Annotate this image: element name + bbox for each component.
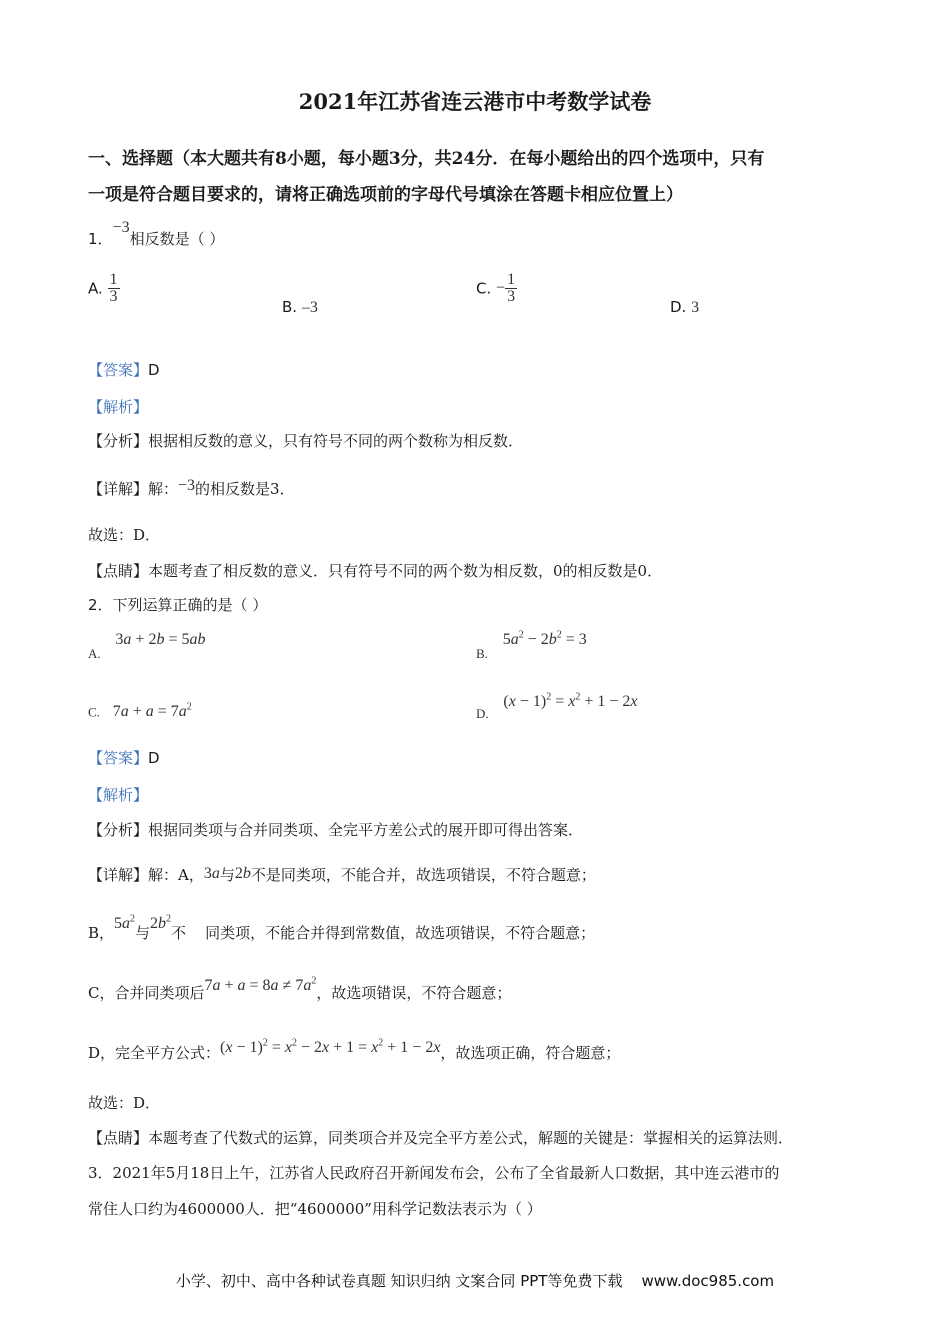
q2-analysis-tag: 【解析】 (88, 786, 149, 804)
q2-fenxi: 【分析】根据同类项与合并同类项、全完平方差公式的展开即可得出答案． (88, 821, 584, 839)
q2-xiangjie-b-suffix: 不 同类项，不能合并得到常数值，故选项错误，不符合题意； (171, 924, 596, 942)
q1-option-a (88, 272, 120, 305)
q1-option-c-label: C. (476, 279, 492, 298)
q2-xiangjie-b-mid: 与 (135, 924, 151, 942)
q2-guxuan: 故选：D． (88, 1094, 161, 1112)
q2-option-b-label: B. (476, 646, 488, 662)
question-3-line-1: 3．2021年5月18日上午，江苏省人民政府召开新闻发布会，公布了全省最新人口数据，其中连云港市的 (88, 1164, 780, 1182)
q2-dianjing: 【点睛】本题考查了代数式的运算，同类项合并及完全平方差公式，解题的关键是：掌握相关的运算法则． (88, 1129, 794, 1147)
q1-option-c-denominator: 3 (507, 288, 516, 305)
q1-fenxi: 【分析】根据相反数的意义，只有符号不同的两个数称为相反数． (88, 432, 524, 450)
q1-xiangjie-prefix: 【详解】解： (88, 480, 179, 498)
q1-option-b-value: –3 (301, 299, 318, 316)
q2-answer-value: D (148, 749, 160, 767)
q2-xiangjie-d-suffix: ，故选项正确，符合题意； (440, 1044, 621, 1062)
q1-answer-value: D (148, 361, 160, 379)
q2-option-b-expression: $5a^2 - 2b^2 = 3$ (502, 630, 587, 649)
q2-xiangjie-b-prefix: B， (88, 924, 115, 942)
q2-xiangjie-c-suffix: ，故选项错误，不符合题意； (316, 984, 512, 1002)
q2-answer (88, 747, 160, 768)
question-2 (88, 594, 267, 615)
q1-xiangjie-suffix: 的相反数是3． (195, 480, 295, 498)
page-title: 2021年江苏省连云港市中考数学试卷 (298, 89, 652, 114)
q1-option-a-label: A. (88, 279, 103, 298)
q1-analysis-tag: 【解析】 (88, 398, 149, 416)
question-2-number: 2． (88, 596, 113, 614)
q1-option-b (282, 298, 318, 317)
q2-xiangjie-d (88, 1037, 621, 1063)
question-2-text: 下列运算正确的是（ ） (112, 596, 268, 614)
q2-option-a-label: A. (88, 646, 101, 661)
q1-guxuan: 故选：D． (88, 526, 161, 544)
q2-option-c-expression: $7a + a = 7a^2$ (112, 702, 192, 721)
q2-option-d-expression: $(x - 1)^2 = x^2 + 1 - 2x$ (503, 692, 638, 711)
q2-xiangjie-d-expression: $(x - 1)^2 = x^2 - 2x + 1 = x^2 + 1 - 2x$ (220, 1037, 441, 1056)
question-1-math: −3 (112, 219, 130, 236)
q2-xiangjie-c-expression: $7a + a = 8a \ne 7a^2$ (204, 975, 317, 994)
q2-xiangjie-c (88, 975, 512, 1003)
q1-option-c (476, 272, 517, 305)
q2-option-d (476, 692, 638, 722)
q2-answer-tag: 【答案】 (88, 749, 149, 767)
section-heading-line-1: 一、选择题（本大题共有8小题，每小题3分，共24分．在每小题给出的四个选项中，只有 (88, 149, 765, 169)
q1-option-b-label: B. (282, 298, 298, 316)
q2-xiangjie-a (88, 864, 596, 885)
q2-xiangjie-a-suffix: 不是同类项，不能合并，故选项错误，不符合题意； (250, 866, 596, 884)
q2-option-a (88, 630, 206, 661)
q2-xiangjie-b-term1: $5a^2$ (114, 913, 136, 932)
q2-option-a-expression: 3a + 2b = 5ab (115, 631, 206, 648)
question-1-number: 1． (88, 230, 113, 248)
q1-option-a-fraction (108, 272, 120, 305)
q1-xiangjie (88, 478, 295, 499)
question-3-line-2: 常住人口约为4600000人．把“4600000”用科学记数法表示为（ ） (88, 1200, 542, 1218)
q1-option-c-numerator: 1 (507, 271, 516, 288)
q2-option-c (88, 702, 192, 721)
q1-xiangjie-math: −3 (178, 477, 196, 494)
q2-xiangjie-a-mid: 与 (219, 866, 235, 884)
q2-xiangjie-c-prefix: C，合并同类项后 (88, 984, 205, 1002)
q2-option-c-label: C. (88, 704, 100, 720)
q1-option-a-numerator: 1 (109, 271, 118, 288)
q2-xiangjie-a-term2: 2b (234, 865, 251, 882)
q1-answer-tag: 【答案】 (88, 361, 149, 379)
q2-xiangjie-b-term2: $2b^2$ (150, 913, 172, 932)
q2-option-d-label: D. (476, 706, 489, 722)
section-heading-line-2: 一项是符合题目要求的，请将正确选项前的字母代号填涂在答题卡相应位置上） (88, 185, 683, 205)
q2-option-b (476, 630, 587, 662)
question-1 (88, 219, 225, 249)
q1-option-c-fraction (505, 272, 517, 305)
q2-xiangjie-a-term1: 3a (203, 865, 220, 882)
q2-xiangjie-d-prefix: D，完全平方公式： (88, 1044, 221, 1062)
q1-answer (88, 359, 160, 380)
q2-xiangjie-a-prefix: 【详解】解：A， (88, 866, 204, 884)
q1-option-d-value: 3 (691, 299, 700, 316)
q2-xiangjie-b (88, 913, 596, 943)
q1-option-c-sign: − (496, 279, 506, 297)
q1-dianjing: 【点睛】本题考查了相反数的意义．只有符号不同的两个数为相反数，0的相反数是0． (88, 562, 663, 580)
page-footer: 小学、初中、高中各种试卷真题 知识归纳 文案合同 PPT等免费下载 www.doc985.com (175, 1272, 775, 1290)
question-1-text: 相反数是（ ） (129, 230, 225, 248)
q1-option-a-denominator: 3 (109, 288, 118, 305)
q1-option-d-label: D. (670, 298, 687, 316)
q1-option-d (670, 298, 699, 317)
